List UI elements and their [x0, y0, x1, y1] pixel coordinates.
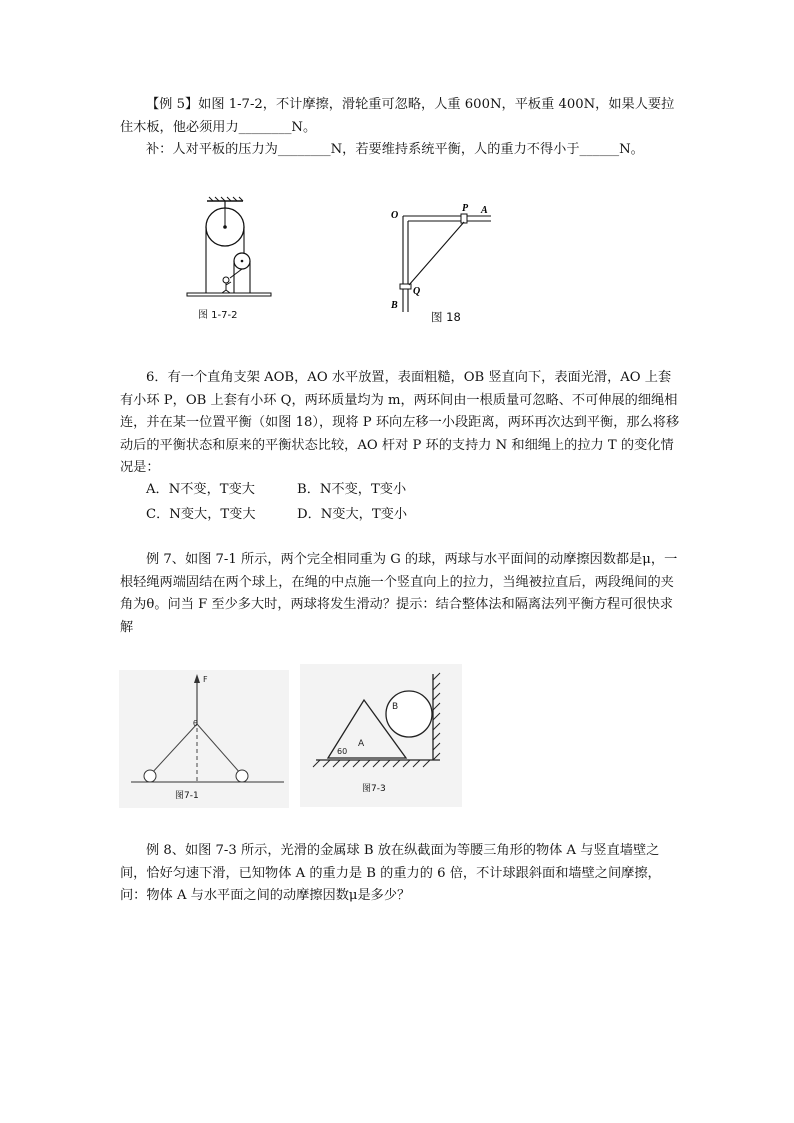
- figure-7-1-label-f: F: [203, 675, 208, 684]
- figure-18-label-a: A: [481, 205, 488, 216]
- question-6-stem: 6．有一个直角支架 AOB，AO 水平放置，表面粗糙，OB 竖直向下，表面光滑，AO 上套有小环 P，OB 上套有小环 Q，两环质量均为 m，两环间由一根质量可忽略、不可伸展的细绳相连，并在某一位置平衡（如图 18），现将 P 环向左移一小段距离，两环再次达到平衡，那么将移动后的平衡状态和原来的平衡状态比较，AO 杆对 P 环的支持力 N 和细绳上的拉力 T 的变化情况是：: [120, 370, 680, 475]
- example-5-text: 【例 5】如图 1-7-2，不计摩擦，滑轮重可忽略，人重 600N，平板重 400N，如果人要拉住木板，他必须用力________N。: [120, 97, 675, 135]
- figure-18-label-b: B: [391, 300, 398, 311]
- figure-7-3-label-a: A: [358, 739, 365, 749]
- figure-7-1-label-theta: θ: [193, 719, 198, 728]
- option-d: D．N变大，T变小: [297, 507, 408, 522]
- figure-18-label-p: P: [462, 203, 469, 214]
- example-7-text: 例 7、如图 7-1 所示，两个完全相同重为 G 的球，两球与水平面间的动摩擦因数都是μ，一根轻绳两端固结在两个球上，在绳的中点施一个竖直向上的拉力，当绳被拉直后，两段绳间的夹角为θ。问当 F 至少多大时，两球将发生滑动？提示：结合整体法和隔离法列平衡方程可很快求解: [120, 552, 678, 635]
- figure-1-7-2: [185, 196, 275, 321]
- figure-7-3: [300, 664, 462, 807]
- figure-7-1: [119, 670, 289, 808]
- figure-18-caption: 图 18: [431, 310, 461, 324]
- figure-1-7-2-caption: 图 1-7-2: [198, 310, 238, 321]
- example-8-text: 例 8、如图 7-3 所示，光滑的金属球 B 放在纵截面为等腰三角形的物体 A 与竖直墙壁之间，恰好匀速下滑，已知物体 A 的重力是 B 的重力的 6 倍，不计球跟斜面和墙壁之间摩擦，问：物体 A 与水平面之间的动摩擦因数μ是多少？: [120, 843, 661, 903]
- option-b: B．N不变，T变小: [297, 482, 407, 497]
- figure-18-label-o: O: [391, 210, 399, 221]
- figure-7-1-caption: 图7-1: [175, 791, 199, 801]
- figure-7-3-label-angle: 60: [337, 747, 348, 756]
- figure-7-3-caption: 图7-3: [362, 784, 386, 794]
- figure-7-3-label-b: B: [392, 702, 399, 712]
- option-c: C．N变大，T变大: [146, 507, 256, 522]
- option-a: A．N不变，T变大: [146, 482, 255, 497]
- figure-18: [385, 200, 500, 324]
- figure-18-label-q: Q: [413, 286, 421, 297]
- example-5-supplement: 补：人对平板的压力为________N，若要维持系统平衡，人的重力不得小于______N。: [146, 142, 644, 157]
